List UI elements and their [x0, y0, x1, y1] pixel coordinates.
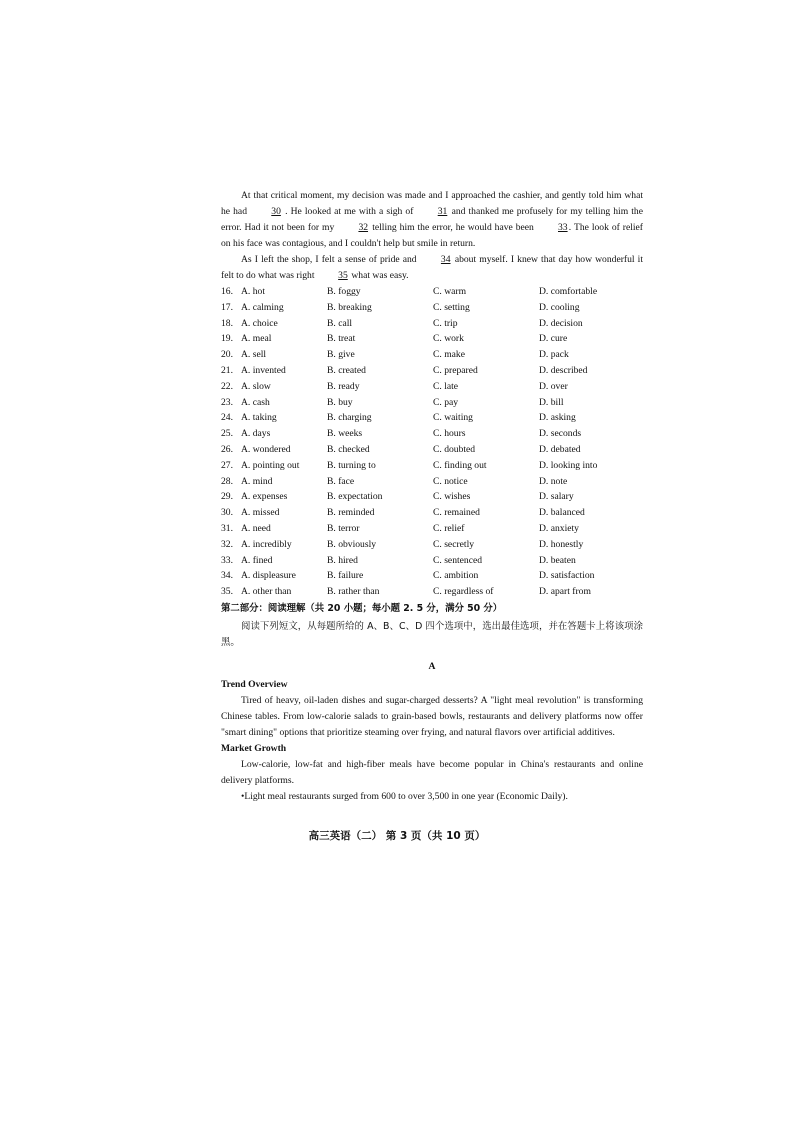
question-number: 24. — [221, 412, 233, 424]
option-d: D. cure — [539, 333, 568, 345]
passage-text: . He looked at me with a sigh of — [285, 206, 414, 217]
option-a — [221, 395, 327, 411]
option-d: D. described — [539, 364, 588, 376]
option-row — [221, 300, 643, 316]
passage-paragraph-1 — [221, 188, 643, 252]
question-number: 34. — [221, 570, 233, 582]
option-row — [221, 489, 643, 505]
option-a-text: A. incredibly — [241, 538, 292, 550]
option-row — [221, 284, 643, 300]
option-b: B. give — [327, 349, 355, 361]
option-c: C. notice — [433, 475, 468, 487]
option-c: C. warm — [433, 286, 467, 297]
question-number: 33. — [221, 554, 233, 566]
option-a-text: A. calming — [241, 301, 284, 313]
option-d: D. over — [539, 380, 568, 392]
option-a-text: A. mind — [241, 475, 273, 487]
option-a-text: A. need — [241, 522, 271, 534]
question-number: 19. — [221, 333, 233, 345]
option-a — [221, 331, 327, 347]
option-b: B. call — [327, 317, 353, 329]
question-number: 25. — [221, 428, 233, 440]
option-a-text: A. expenses — [241, 491, 288, 503]
option-a — [221, 410, 327, 426]
option-b: B. foggy — [327, 286, 361, 297]
option-d: D. cooling — [539, 301, 580, 313]
option-a — [221, 347, 327, 363]
option-b: B. breaking — [327, 301, 372, 313]
option-b: B. weeks — [327, 428, 363, 440]
question-number: 22. — [221, 380, 233, 392]
option-row — [221, 395, 643, 411]
option-row — [221, 347, 643, 363]
option-b: B. rather than — [327, 586, 380, 598]
question-number: 28. — [221, 475, 233, 487]
passage-text: what was easy. — [351, 270, 409, 281]
options-list — [221, 284, 643, 600]
option-a — [221, 458, 327, 474]
option-a — [221, 300, 327, 316]
option-row — [221, 363, 643, 379]
option-c: C. ambition — [433, 570, 479, 582]
option-d: D. bill — [539, 396, 564, 408]
passage-paragraph-2 — [221, 252, 643, 284]
option-d: D. pack — [539, 349, 569, 361]
option-row — [221, 537, 643, 553]
option-a — [221, 442, 327, 458]
passage-text: . The look of relief on his face was contagious, and I couldn't help but smile in return. — [221, 222, 643, 249]
option-c: C. remained — [433, 507, 480, 519]
option-d: D. comfortable — [539, 286, 598, 297]
option-row — [221, 505, 643, 521]
article-heading-trend: Trend Overview — [221, 678, 288, 690]
part2-title: 第二部分：阅读理解（共 20 小题；每小题 2. 5 分，满分 50 分） — [221, 602, 503, 614]
option-d: D. balanced — [539, 507, 585, 519]
option-a — [221, 316, 327, 332]
option-a-text: A. pointing out — [241, 459, 300, 471]
option-d: D. asking — [539, 412, 576, 424]
option-row — [221, 474, 643, 490]
option-a-text: A. displeasure — [241, 570, 296, 582]
option-b: B. terror — [327, 522, 360, 534]
option-row — [221, 426, 643, 442]
option-a-text: A. days — [241, 428, 271, 440]
blank-33: 33 — [558, 222, 568, 233]
option-c: C. late — [433, 380, 459, 392]
article-heading-market: Market Growth — [221, 742, 287, 754]
blank-32: 32 — [358, 222, 369, 233]
question-number: 26. — [221, 443, 233, 455]
option-a — [221, 537, 327, 553]
option-d: D. seconds — [539, 428, 582, 440]
option-c: C. wishes — [433, 491, 471, 503]
option-c: C. prepared — [433, 364, 478, 376]
option-a — [221, 284, 327, 300]
option-d: D. satisfaction — [539, 570, 595, 582]
option-a-text: A. choice — [241, 317, 278, 329]
question-number: 30. — [221, 507, 233, 519]
option-c: C. regardless of — [433, 586, 494, 598]
option-c: C. relief — [433, 522, 465, 534]
blank-34: 34 — [440, 254, 451, 265]
option-a-text: A. other than — [241, 586, 292, 598]
option-c: C. setting — [433, 301, 470, 313]
option-a — [221, 489, 327, 505]
option-c: C. hours — [433, 428, 466, 440]
option-row — [221, 458, 643, 474]
option-a — [221, 474, 327, 490]
option-d: D. honestly — [539, 538, 584, 550]
option-d: D. note — [539, 475, 568, 487]
section-label: A — [428, 660, 436, 672]
option-a-text: A. slow — [241, 380, 271, 392]
question-number: 31. — [221, 522, 233, 534]
blank-30: 30 — [271, 206, 281, 217]
question-number: 17. — [221, 301, 233, 313]
option-d: D. debated — [539, 443, 581, 455]
passage-text: telling him the error, he would have been — [372, 222, 534, 233]
question-number: 20. — [221, 349, 233, 361]
option-a — [221, 584, 327, 600]
option-a-text: A. hot — [241, 286, 265, 297]
option-d: D. beaten — [539, 554, 576, 566]
option-a — [221, 426, 327, 442]
option-a-text: A. sell — [241, 349, 267, 361]
option-c: C. waiting — [433, 412, 473, 424]
question-number: 18. — [221, 317, 233, 329]
option-row — [221, 521, 643, 537]
option-row — [221, 442, 643, 458]
passage-text: As I left the shop, I felt a sense of pride and — [241, 254, 417, 265]
option-a-text: A. meal — [241, 333, 272, 345]
option-row — [221, 379, 643, 395]
passage-text: about myself. I knew that day how wonderful it felt to do what was right — [221, 254, 643, 281]
option-d: D. apart from — [539, 586, 591, 598]
option-c: C. trip — [433, 317, 458, 329]
option-d: D. salary — [539, 491, 574, 503]
option-a-text: A. wondered — [241, 443, 291, 455]
option-c: C. sentenced — [433, 554, 483, 566]
option-row — [221, 584, 643, 600]
page-footer: 高三英语（二） 第 3 页（共 10 页） — [308, 830, 486, 842]
option-b: B. ready — [327, 380, 360, 392]
option-c: C. make — [433, 349, 465, 361]
article-bullet: •Light meal restaurants surged from 600 to over 3,500 in one year (Economic Daily). — [241, 790, 568, 802]
option-d: D. anxiety — [539, 522, 579, 534]
page-content — [221, 188, 643, 805]
option-b: B. obviously — [327, 538, 377, 550]
article-paragraph-1: Tired of heavy, oil-laden dishes and sugar-charged desserts? A "light meal revolution" is transforming Chinese tables. From low-calorie salads to grain-based bowls, restaurants and delivery platforms now offer "smart dining" options that prioritize steaming over frying, and natural flavors over artificial additives. — [221, 694, 643, 738]
option-d: D. decision — [539, 317, 583, 329]
option-b: B. hired — [327, 554, 358, 566]
option-b: B. turning to — [327, 459, 376, 471]
option-a — [221, 521, 327, 537]
option-c: C. work — [433, 333, 464, 345]
option-a — [221, 568, 327, 584]
option-a-text: A. invented — [241, 364, 286, 376]
passage-text: At that critical moment, my decision was made and I approached the cashier, and gently told him what he had — [221, 190, 643, 217]
option-b: B. failure — [327, 570, 364, 582]
option-a — [221, 379, 327, 395]
option-c: C. secretly — [433, 538, 475, 550]
option-c: C. pay — [433, 396, 459, 408]
blank-35: 35 — [338, 270, 348, 281]
option-a — [221, 505, 327, 521]
question-number: 21. — [221, 364, 233, 376]
option-a — [221, 363, 327, 379]
article-paragraph-2: Low-calorie, low-fat and high-fiber meals have become popular in China's restaurants and online delivery platforms. — [221, 758, 643, 786]
option-b: B. created — [327, 364, 366, 376]
option-a-text: A. cash — [241, 396, 270, 408]
option-row — [221, 553, 643, 569]
question-number: 35. — [221, 586, 233, 598]
option-d: D. looking into — [539, 459, 598, 471]
option-b: B. buy — [327, 396, 353, 408]
option-row — [221, 316, 643, 332]
option-row — [221, 410, 643, 426]
option-b: B. treat — [327, 333, 356, 345]
option-b: B. expectation — [327, 491, 383, 503]
option-a-text: A. fined — [241, 554, 273, 566]
option-row — [221, 331, 643, 347]
option-a-text: A. missed — [241, 507, 280, 519]
option-row — [221, 568, 643, 584]
option-a — [221, 553, 327, 569]
option-b: B. checked — [327, 443, 370, 455]
question-number: 29. — [221, 491, 233, 503]
option-c: C. doubted — [433, 443, 476, 455]
option-a-text: A. taking — [241, 412, 277, 424]
passage-text: and thanked me profusely for my telling him the error. Had it not been for my — [221, 206, 643, 233]
question-number: 32. — [221, 538, 233, 550]
question-number: 27. — [221, 459, 233, 471]
blank-31: 31 — [437, 206, 448, 217]
option-b: B. charging — [327, 412, 372, 424]
question-number: 23. — [221, 396, 233, 408]
part2-instruction: 阅读下列短文，从每题所给的 A、B、C、D 四个选项中，选出最佳选项，并在答题卡上将该项涂黑。 — [221, 620, 643, 648]
option-c: C. finding out — [433, 459, 487, 471]
option-b: B. face — [327, 475, 355, 487]
question-number: 16. — [221, 286, 233, 297]
option-b: B. reminded — [327, 507, 375, 519]
